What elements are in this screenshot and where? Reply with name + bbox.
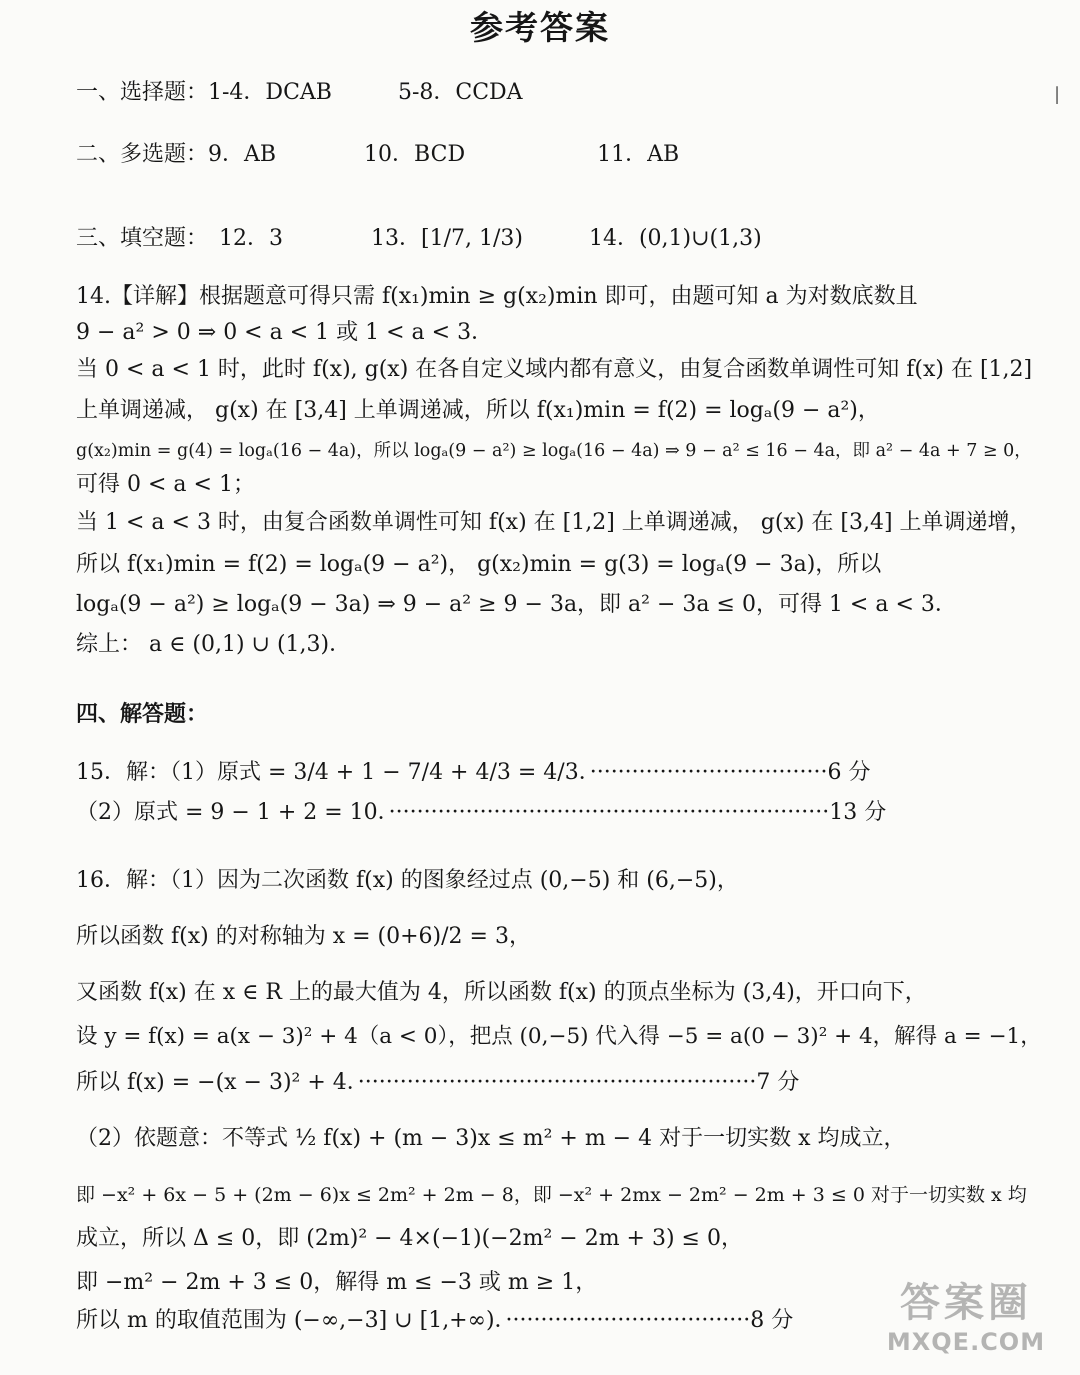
q16-line-7: 即 −x² + 6x − 5 + (2m − 6)x ≤ 2m² + 2m − 8，即 −x² + 2mx − 2m² − 2m + 3 ≤ 0 对于一切实数 x 均	[76, 1184, 1027, 1206]
q16-line-10: 所以 m 的取值范围为 (−∞,−3] ∪ [1,+∞)．···································8 分	[76, 1308, 794, 1333]
q15-part-1: 15．解：（1）原式 = 3/4 + 1 − 7/4 + 4/3 = 4/3．··································6 分	[76, 760, 871, 785]
q14-line-3: 当 0 < a < 1 时，此时 f(x), g(x) 在各自定义域内都有意义，由复合函数单调性可知 f(x) 在 [1,2]	[76, 357, 1033, 382]
q16-line-6: （2）依题意：不等式 ½ f(x) + (m − 3)x ≤ m² + m − 4 对于一切实数 x 均成立，	[76, 1126, 906, 1151]
watermark-cn: 答案圈	[900, 1280, 1032, 1326]
q16-line-4: 设 y = f(x) = a(x − 3)² + 4（a < 0），把点 (0,−5) 代入得 −5 = a(0 − 3)² + 4，解得 a = −1，	[76, 1024, 1042, 1049]
q16-line-3: 又函数 f(x) 在 x ∈ R 上的最大值为 4，所以函数 f(x) 的顶点坐标为 (3,4)，开口向下，	[76, 980, 927, 1005]
q14-line-9: logₐ(9 − a²) ≥ logₐ(9 − 3a) ⇒ 9 − a² ≥ 9 − 3a，即 a² − 3a ≤ 0，可得 1 < a < 3．	[76, 592, 957, 617]
watermark-logo	[866, 1279, 1066, 1371]
q15-part-2: （2）原式 = 9 − 1 + 2 = 10．·······························································13 分	[76, 800, 887, 825]
q14-line-10: 综上： a ∈ (0,1) ∪ (1,3)．	[76, 632, 352, 657]
q14-line-1: 14.【详解】根据题意可得只需 f(x₁)min ≥ g(x₂)min 即可，由题可知 a 为对数底数且	[76, 284, 918, 309]
fill-blank-answers: 三、填空题： 12．3 13．[1/7, 1/3) 14．(0,1)∪(1,3)	[76, 226, 762, 251]
q16-line-1: 16．解：（1）因为二次函数 f(x) 的图象经过点 (0,−5) 和 (6,−5)，	[76, 868, 739, 893]
choice-answers: 一、选择题：1-4．DCAB 5-8．CCDA	[76, 80, 523, 105]
margin-mark: |	[1054, 84, 1061, 105]
q14-line-4: 上单调递减， g(x) 在 [3,4] 上单调递减，所以 f(x₁)min = f(2) = logₐ(9 − a²)，	[76, 398, 880, 423]
q14-line-2: 9 − a² > 0 ⇒ 0 < a < 1 或 1 < a < 3．	[76, 320, 494, 345]
q16-line-9: 即 −m² − 2m + 3 ≤ 0，解得 m ≤ −3 或 m ≥ 1，	[76, 1270, 598, 1295]
multi-choice-answers: 二、多选题：9．AB 10．BCD 11．AB	[76, 142, 680, 167]
section-heading: 四、解答题：	[76, 702, 209, 727]
page-title: 参考答案	[470, 8, 610, 47]
q14-line-8: 所以 f(x₁)min = f(2) = logₐ(9 − a²)， g(x₂)min = g(3) = logₐ(9 − 3a)，所以	[76, 552, 882, 577]
q16-line-2: 所以函数 f(x) 的对称轴为 x = (0+6)/2 = 3，	[76, 924, 531, 949]
q14-line-7: 当 1 < a < 3 时，由复合函数单调性可知 f(x) 在 [1,2] 上单调递减， g(x) 在 [3,4] 上单调递增，	[76, 510, 1032, 535]
q14-line-6: 可得 0 < a < 1；	[76, 472, 255, 497]
watermark-en: MXQE.COM	[886, 1328, 1046, 1356]
q16-line-8: 成立，所以 Δ ≤ 0，即 (2m)² − 4×(−1)(−2m² − 2m + 3) ≤ 0，	[76, 1226, 743, 1251]
q14-line-5: g(x₂)min = g(4) = logₐ(16 − 4a)，所以 logₐ(9 − a²) ≥ logₐ(16 − 4a) ⇒ 9 − a² ≤ 16 − 4a，即 a² − 4a + 7 ≥ 0，	[76, 441, 1032, 461]
q16-line-5: 所以 f(x) = −(x − 3)² + 4．·························································7 分	[76, 1070, 800, 1095]
